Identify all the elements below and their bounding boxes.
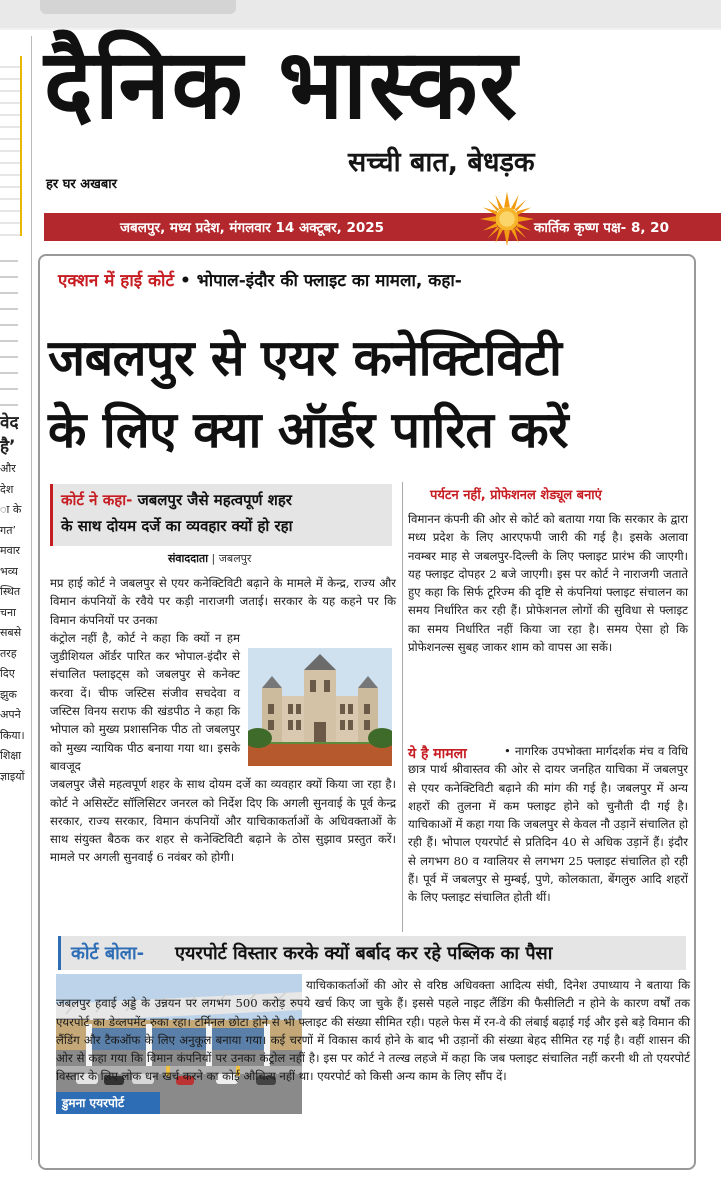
subheadline-text: जबलपुर जैसे महत्वपूर्ण शहर (132, 491, 292, 509)
right-column-heading: पर्यटन नहीं, प्रोफेशनल शेड्यूल बनाएं (430, 488, 602, 503)
subheadline-box (50, 484, 392, 546)
adjacent-page-text (0, 411, 32, 787)
section-banner (58, 936, 686, 970)
column-divider (402, 482, 403, 932)
article-paragraph: याचिकाकर्ताओं की ओर से वरिष्ठ अधिवक्ता आदित्य संघी, दिनेश उपाध्याय ने बताया कि जबलपुर हवाई अड्डे के उन्नयन पर लगभग 500 करोड़ रुपये खर्च किए जा चुके हैं। इससे पहले नाइट लैंडिंग की फैसीलिटी न होने के कारण वर्षों तक एयरपोर्ट का डेव्लपमेंट रुका रहा। टर्मिनल छोटा होने से भी फ्लाइट की संख्या सीमित रही। पहले फेस में रन-वे की लंबाई बढ़ाई गई और इसे बड़े विमान की लैंडिंग और टैकऑफ के लिए अनुकूल बनाया गया। कई चरणों में विकास कार्य होने के बाद भी उड़ानों की संख्या बेहद सीमित रह गई है। वहीं शासन की ओर से कहा गया कि विमान कंपनियों पर उनका कंट्रोल नहीं है। इस पर कोर्ट ने तल्ख लहजे में कहा कि जब फ्लाइट संचालित नहीं करनी थी तो एयरपोर्ट विस्तार के लिए लोक धन खर्च करने का कोई औचित्य नहीं था। एयरपोर्ट को किसी अन्य काम के लिए सौंप दें। (56, 978, 690, 1084)
strip-line: देश (0, 482, 14, 496)
viewer-top-bar (0, 0, 721, 28)
article-paragraph: विमानन कंपनी की ओर से कोर्ट को बताया गया कि सरकार के द्वारा मध्य प्रदेश के लिए आरएफपी जारी की गई है। इसके अलावा नवम्बर माह से जबलपुर-दिल्ली के लिए फ्लाइट प्रारंभ की जाएगी। यह फ्लाइट दोपहर 2 बजे जाएगी। इस पर कोर्ट ने नाराजगी जताते हुए कहा कि सिर्फ टूरिज्म की दृष्टि से कंपनियां फ्लाइट संचालन का समय निर्धारित कर रही हैं। प्रोफेशनल लोगों की सुविधा से फ्लाइट का समय निर्धारित नहीं किया जा रहा है। समय ऐसा हो कि प्रोफेशनल्स सुबह जाकर शाम को वापस आ सकें। (408, 512, 688, 655)
adjacent-column-top (0, 56, 22, 236)
edition-date: जबलपुर, मध्य प्रदेश, मंगलवार 14 अक्टूबर, 2025 (120, 220, 385, 236)
slogan: हर घर अखबार (46, 177, 117, 192)
adjacent-column-mid (0, 246, 18, 416)
kicker-label: एक्शन में हाई कोर्ट (58, 271, 175, 291)
article-paragraph: • नागरिक उपभोक्ता मार्गदर्शक मंच व विधि छात्र पार्थ श्रीवास्तव की ओर से दायर जनहित याचिका में जबलपुर से एयर कनेक्टिविटी बढ़ाने की मांग की गई है। जबलपुर में अन्य शहरों की तुलना में कम फ्लाइट होने को चुनौती दी गई है। याचिकाओं में कहा गया कि जबलपुर से केवल नौ उड़ानें संचालित हो रही हैं। भोपाल एयरपोर्ट से प्रतिदिन 40 से अधिक उड़ानें हैं। इंदौर से लगभग 80 व ग्वालियर से लगभग 25 फ्लाइट संचालित हो रही हैं। पूर्व में जबलपुर से मुम्बई, पुणे, कोलकाता, बेंगलुरु आदि शहरों के लिए फ्लाइट संचालित होती थीं। (408, 744, 688, 905)
article-kicker (58, 268, 462, 291)
strip-line: चना (0, 605, 16, 619)
strip-line: भव्य (0, 564, 18, 578)
strip-line: वेद (0, 413, 19, 433)
hindu-calendar-date: कार्तिक कृष्ण पक्ष- 8, 20 (534, 220, 669, 236)
strip-line: तरह (0, 646, 17, 660)
strip-line: ा के (0, 503, 22, 516)
newspaper-logo: दैनिक भास्कर (44, 28, 520, 141)
article-paragraph: मप्र हाई कोर्ट ने जबलपुर से एयर कनेक्टिविटी बढ़ाने के मामले में केन्द्र, राज्य और विमान कंपनियों के रवैये पर कड़ी नाराजगी जताई। सरकार के यह कहने पर कि विमान कंपनियों पर उनका (50, 576, 396, 627)
kicker-text: • भोपाल-इंदौर की फ्लाइट का मामला, कहा- (179, 271, 462, 291)
banner-text: एयरपोर्ट विस्तार करके क्यों बर्बाद कर रहे पब्लिक का पैसा (175, 943, 553, 964)
subheadline-line (61, 490, 292, 510)
article-paragraph: जबलपुर जैसे महत्वपूर्ण शहर के साथ दोयम दर्जे का व्यवहार क्यों किया जा रहा है। कोर्ट ने असिस्टेंट सॉलिसिटर जनरल को निर्देश दिए कि अगली सुनवाई के पूर्व केन्द्र सरकार, राज्य सरकार, विमान कंपनियों और याचिकाकर्ताओं के अधिवक्ताओं के साथ संयुक्त बैठक कर शहर से कनेक्टिविटी बढ़ाने के ठोस सुझाव प्रस्तुत करें। मामले पर अगली सुनवाई 6 नवंबर को होगी। (50, 777, 396, 865)
strip-line: स्थित (0, 585, 21, 598)
bottom-column (56, 976, 690, 1086)
strip-line: है’ (0, 437, 16, 457)
strip-line: गत’ (0, 523, 16, 537)
byline-author: संवाददाता (168, 552, 209, 565)
banner-label: कोर्ट बोला- (71, 943, 145, 964)
byline-place: | जबलपुर (208, 552, 252, 565)
case-column (408, 742, 688, 907)
right-column (408, 510, 688, 656)
headline-line: के लिए क्या ऑर्डर पारित करें (48, 401, 569, 459)
strip-line: सबसे (0, 626, 22, 639)
tagline: सच्ची बात, बेधड़क (348, 147, 535, 178)
strip-line: किया। (0, 728, 25, 742)
subheadline-line: के साथ दोयम दर्जे का व्यवहार क्यों हो रहा (61, 517, 293, 535)
strip-line: मवार (0, 544, 21, 557)
subheadline-label: कोर्ट ने कहा- (61, 491, 133, 509)
byline (168, 551, 251, 566)
high-court-photo (248, 648, 392, 766)
case-heading: ये है मामला (408, 746, 467, 762)
adjacent-page-strip (0, 36, 32, 1160)
article-headline (48, 322, 688, 466)
strip-line: दिए (0, 667, 15, 680)
sun-icon (478, 190, 536, 248)
strip-line: झुक (0, 687, 17, 701)
date-band (44, 213, 721, 241)
strip-line: अपने (0, 708, 21, 721)
strip-line: शिक्षा (0, 749, 22, 762)
viewer-tab[interactable] (40, 0, 236, 14)
photo-caption: डुमना एयरपोर्ट (56, 1092, 160, 1114)
article-paragraph: कंट्रोल नहीं है, कोर्ट ने कहा कि क्यों न हम जुडीशियल ऑर्डर पारित कर भोपाल-इंदौर से संचालित फ्लाइट्स को जबलपुर से कनेक्ट करवा दें। चीफ जस्टिस संजीव सचदेवा व जस्टिस विनय सराफ की खंडपीठ ने कहा कि भोपाल को मुख्य प्रशासनिक पीठ तो जबलपुर को मुख्य न्यायिक पीठ बनाया गया था। इसके बावजूद (50, 630, 240, 773)
masthead (44, 28, 721, 206)
headline-line: जबलपुर से एयर कनेक्टिविटी (48, 329, 562, 387)
strip-line: ज्ञाइयों (0, 769, 25, 783)
strip-line: और (0, 462, 16, 475)
